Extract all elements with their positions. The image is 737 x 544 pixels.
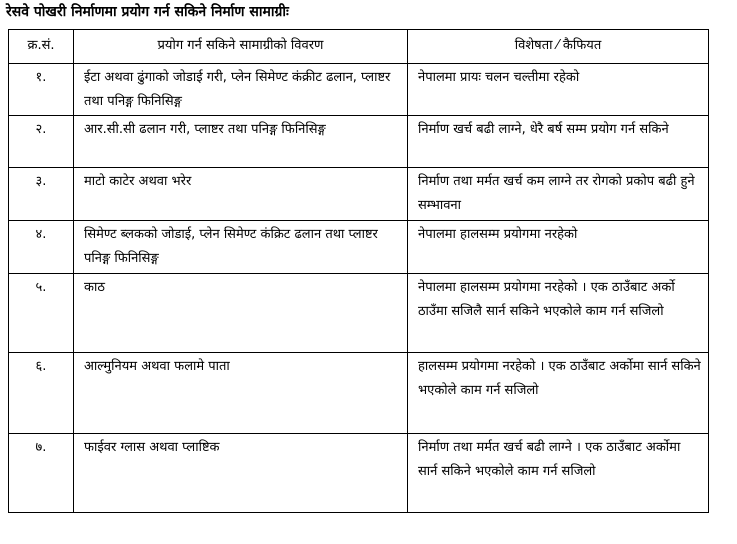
description-cell: सिमेण्ट ब्लकको जोडाई, प्लेन सिमेण्ट कंक्रिट ढलान तथा प्लाष्टर पनिङ्ग फिनिसिङ्ग xyxy=(74,221,408,274)
description-cell: फाईवर ग्लास अथवा प्लाष्टिक xyxy=(74,434,408,513)
header-features-remarks: विशेषता ⁄ कैफियत xyxy=(408,30,709,64)
table-row xyxy=(9,64,709,116)
table-row xyxy=(9,116,709,168)
header-serial-number: क्र.सं. xyxy=(9,30,74,64)
serial-number-cell: ६. xyxy=(9,353,74,434)
description-cell: आल्मुनियम अथवा फलामे पाता xyxy=(74,353,408,434)
serial-number-cell: ५. xyxy=(9,274,74,353)
document-heading: रेसवे पोखरी निर्माणमा प्रयोग गर्न सकिने निर्माण सामाग्रीः xyxy=(6,4,289,20)
features-cell: नेपालमा हालसम्म प्रयोगमा नरहेको । एक ठाउँबाट अर्को ठाउँमा सजिलै सार्न सकिने भएकोले काम गर्न सजिलो xyxy=(408,274,709,353)
features-cell: निर्माण तथा मर्मत खर्च बढी लाग्ने । एक ठाउँबाट अर्कोमा सार्न सकिने भएकोले काम गर्न सजिलो xyxy=(408,434,709,513)
serial-number-cell: ४. xyxy=(9,221,74,274)
table-row xyxy=(9,274,709,353)
description-cell: काठ xyxy=(74,274,408,353)
description-cell: माटो काटेर अथवा भरेर xyxy=(74,168,408,221)
table-header-row xyxy=(9,30,709,64)
features-cell: हालसम्म प्रयोगमा नरहेको । एक ठाउँबाट अर्कोमा सार्न सकिने भएकोले काम गर्न सजिलो xyxy=(408,353,709,434)
materials-table xyxy=(8,29,709,513)
features-cell: नेपालमा प्रायः चलन चल्तीमा रहेको xyxy=(408,64,709,116)
header-description: प्रयोग गर्न सकिने सामाग्रीको विवरण xyxy=(74,30,408,64)
serial-number-cell: २. xyxy=(9,116,74,168)
table-row xyxy=(9,434,709,513)
table-row xyxy=(9,353,709,434)
features-cell: निर्माण खर्च बढी लाग्ने, धेरै बर्ष सम्म प्रयोग गर्न सकिने xyxy=(408,116,709,168)
serial-number-cell: ७. xyxy=(9,434,74,513)
serial-number-cell: ३. xyxy=(9,168,74,221)
description-cell: आर.सी.सी ढलान गरी, प्लाष्टर तथा पनिङ्ग फिनिसिङ्ग xyxy=(74,116,408,168)
table-row xyxy=(9,168,709,221)
table-row xyxy=(9,221,709,274)
serial-number-cell: १. xyxy=(9,64,74,116)
features-cell: नेपालमा हालसम्म प्रयोगमा नरहेको xyxy=(408,221,709,274)
features-cell: निर्माण तथा मर्मत खर्च कम लाग्ने तर रोगको प्रकोप बढी हुने सम्भावना xyxy=(408,168,709,221)
description-cell: ईटा अथवा ढुंगाको जोडाई गरी, प्लेन सिमेण्ट कंक्रीट ढलान, प्लाष्टर तथा पनिङ्ग फिनिसिङ्ग xyxy=(74,64,408,116)
